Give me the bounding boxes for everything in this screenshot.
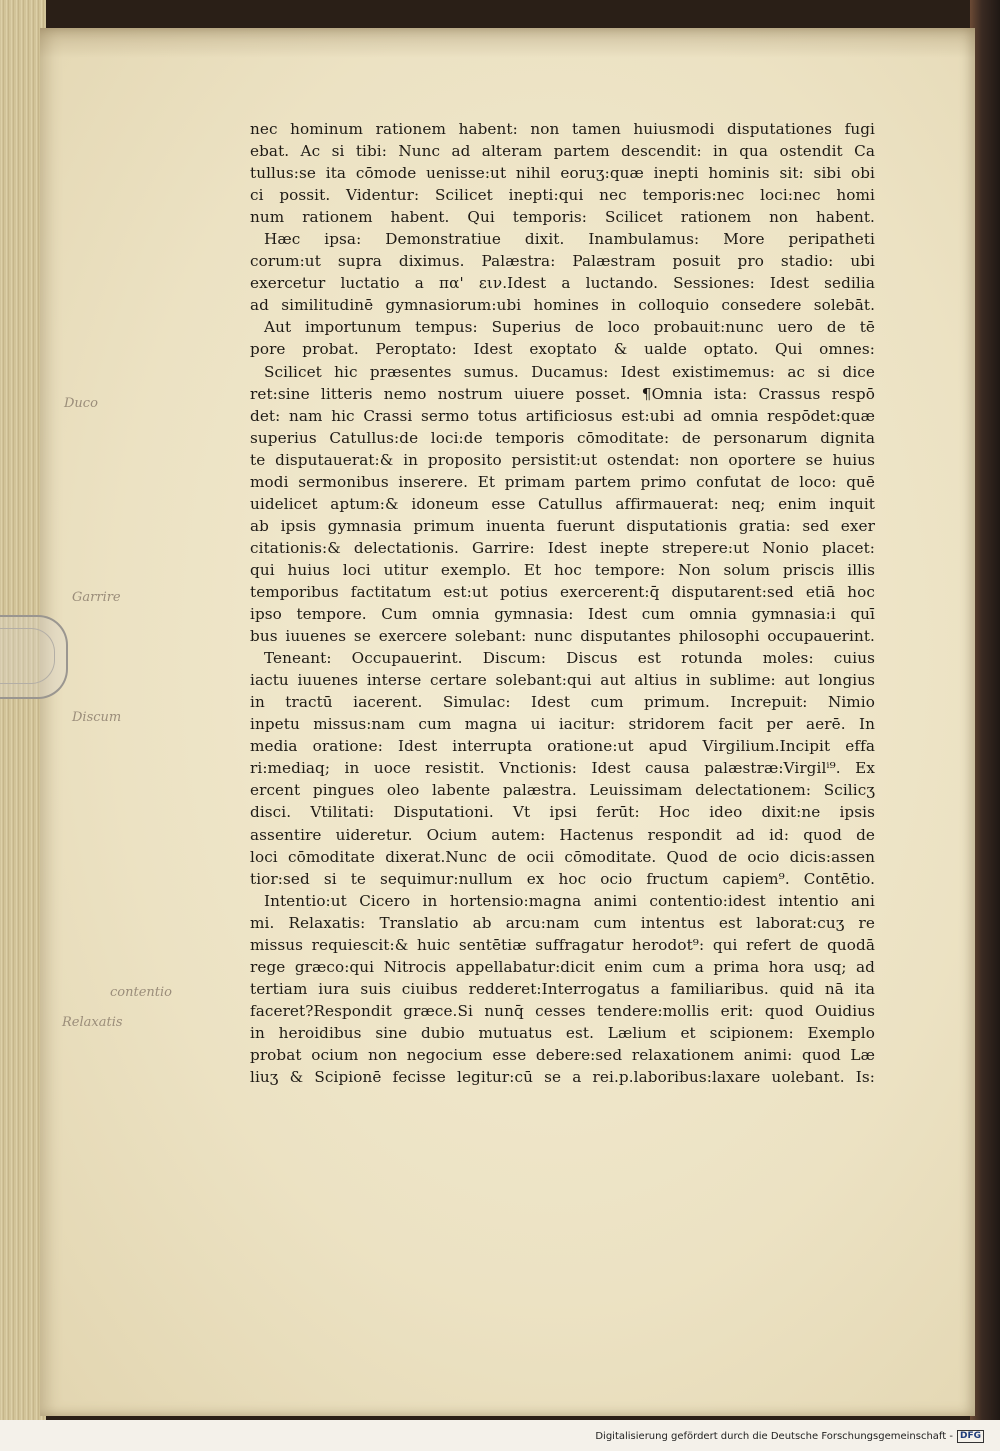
- text-line: pore probat. Peroptato: Idest exoptato & ualde optato. Qui omnes:: [250, 340, 875, 359]
- text-line: qui huius loci utitur exemplo. Et hoc tempore: Non solum priscis illis: [250, 560, 875, 579]
- text-line: ret:sine litteris nemo nostrum uiuere posset. ¶Omnia ista: Crassus respō: [250, 384, 875, 403]
- text-line: assentire uideretur. Ocium autem: Hactenus respondit ad id: quod de: [250, 825, 875, 844]
- marginal-note: Garrire: [72, 590, 121, 605]
- text-line: nec hominum rationem habent: non tamen huiusmodi disputationes fugi: [250, 120, 875, 138]
- page-shadow: [40, 28, 975, 58]
- text-line: Aut importunum tempus: Superius de loco probauit:nunc uero de tē: [264, 318, 875, 337]
- text-line: citationis:& delectationis. Garrire: Idest inepte strepere:ut Nonio placet:: [250, 538, 875, 557]
- text-line: exercetur luctatio a πα' ειν.Idest a luctando. Sessiones: Idest sedilia: [250, 274, 875, 293]
- text-line: temporibus factitatum est:ut potius exercerent:q̄ disputarent:sed etiā hoc: [250, 582, 875, 601]
- text-line: ebat. Ac si tibi: Nunc ad alteram partem descendit: in qua ostendit Ca: [250, 142, 875, 161]
- marginal-note: Relaxatis: [62, 1015, 123, 1030]
- text-line: Scilicet hic præsentes sumus. Ducamus: Idest existimemus: ac si dice: [264, 362, 875, 381]
- text-line: ci possit. Videntur: Scilicet inepti:qui nec temporis:nec loci:nec homi: [250, 186, 875, 205]
- dfg-logo: DFG: [957, 1430, 984, 1443]
- text-line: ab ipsis gymnasia primum inuenta fuerunt disputationis gratia: sed exer: [250, 516, 875, 535]
- text-line: uidelicet aptum:& idoneum esse Catullus affirmauerat: neq; enim inquit: [250, 494, 875, 513]
- text-line: liuʒ & Scipionē fecisse legitur:cū se a rei.p.laboribus:laxare uolebant. Is:: [250, 1068, 875, 1087]
- text-line: corum:ut supra diximus. Palæstra: Palæstram posuit pro stadio: ubi: [250, 252, 875, 271]
- text-line: tior:sed si te sequimur:nullum ex hoc ocio fructum capiem⁹. Contētio.: [250, 869, 875, 888]
- text-line: in tractū iacerent. Simulac: Idest cum primum. Increpuit: Nimio: [250, 693, 875, 712]
- text-line: disci. Vtilitati: Disputationi. Vt ipsi ferūt: Hoc ideo dixit:ne ipsis: [250, 803, 875, 822]
- text-line: ercent pingues oleo labente palæstra. Leuissimam delectationem: Scilicʒ: [250, 781, 875, 800]
- commentary-text: [250, 118, 875, 1088]
- marginal-note: Discum: [72, 710, 122, 725]
- page-clip-inner: [0, 628, 55, 684]
- marginal-note: contentio: [110, 985, 172, 1000]
- text-line: modi sermonibus inserere. Et primam partem primo confutat de loco: quē: [250, 472, 875, 491]
- text-line: tertiam iura suis ciuibus redderet:Interrogatus a familiaribus. quid nā ita: [250, 979, 875, 998]
- text-line: num rationem habent. Qui temporis: Scilicet rationem non habent.: [250, 208, 875, 227]
- text-line: probat ocium non negocium esse debere:sed relaxationem animi: quod Læ: [250, 1045, 875, 1064]
- text-line: Intentio:ut Cicero in hortensio:magna animi contentio:idest intentio ani: [264, 891, 875, 910]
- text-line: tullus:se ita cōmode uenisse:ut nihil eoruʒ:quæ inepti hominis sit: sibi obi: [250, 164, 875, 183]
- text-line: bus iuuenes se exercere solebant: nunc disputantes philosophi occupauerint.: [250, 627, 875, 646]
- text-line: inpetu missus:nam cum magna ui iacitur: stridorem facit per aerē. In: [250, 715, 875, 734]
- text-line: ri:mediaq; in uoce resistit. Vnctionis: Idest causa palæstræ:Virgilⁱ⁹. Ex: [250, 759, 875, 778]
- text-line: loci cōmoditate dixerat.Nunc de ocii cōmoditate. Quod de ocio dicis:assen: [250, 847, 875, 866]
- text-line: in heroidibus sine dubio mutuatus est. Lælium et scipionem: Exemplo: [250, 1023, 875, 1042]
- text-line: mi. Relaxatis: Translatio ab arcu:nam cum intentus est laborat:cuʒ re: [250, 913, 875, 932]
- text-line: ipso tempore. Cum omnia gymnasia: Idest cum omnia gymnasia:i quī: [250, 605, 875, 624]
- funding-notice: Digitalisierung gefördert durch die Deutsche Forschungsgemeinschaft -: [595, 1431, 953, 1442]
- text-line: te disputauerat:& in proposito persistit:ut ostendat: non oportere se huius: [250, 450, 875, 469]
- text-line: Hæc ipsa: Demonstratiue dixit. Inambulamus: More peripatheti: [264, 230, 875, 249]
- text-line: Teneant: Occupauerint. Discum: Discus est rotunda moles: cuius: [264, 649, 875, 668]
- text-line: iactu iuuenes interse certare solebant:qui aut altius in sublime: aut longius: [250, 671, 875, 690]
- text-line: media oratione: Idest interrupta oratione:ut apud Virgilium.Incipit effa: [250, 737, 875, 756]
- text-line: rege græco:qui Nitrocis appellabatur:dicit enim cum a prima hora usq; ad: [250, 957, 875, 976]
- text-line: ad similitudinē gymnasiorum:ubi homines in colloquio consedere solebāt.: [250, 296, 875, 315]
- text-line: superius Catullus:de loci:de temporis cōmoditate: de personarum dignita: [250, 428, 875, 447]
- text-line: faceret?Respondit græce.Si nunq̄ cesses tendere:mollis erit: quod Ouidius: [250, 1001, 875, 1020]
- marginal-note: Duco: [64, 396, 98, 411]
- text-line: missus requiescit:& huic sentētiæ suffragatur herodot⁹: qui refert de quodā: [250, 935, 875, 954]
- funding-footer: [595, 1430, 984, 1443]
- text-line: det: nam hic Crassi sermo totus artificiosus est:ubi ad omnia respōdet:quæ: [250, 406, 875, 425]
